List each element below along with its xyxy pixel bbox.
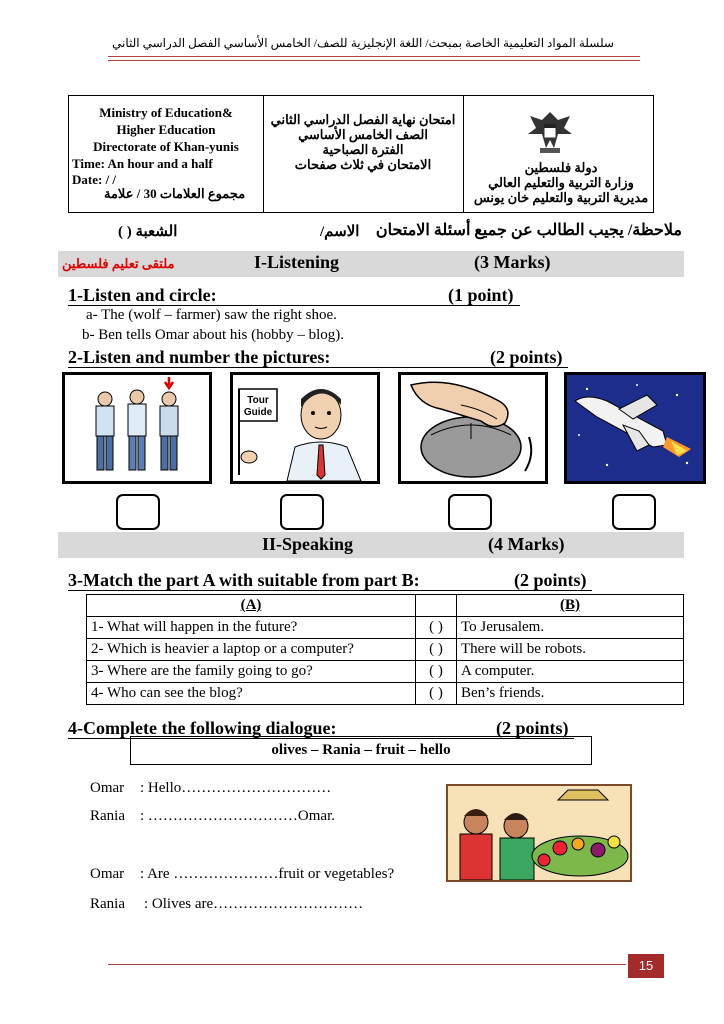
instruction-note: ملاحظة/ يجيب الطالب عن جميع أسئلة الامتحان	[375, 222, 682, 239]
exam-title-line: الفترة الصباحية	[322, 142, 404, 157]
part-a-cell: 1- What will happen in the future?	[87, 617, 416, 639]
q4-title: 4-Complete the following dialogue:	[68, 718, 337, 738]
mouse-illustration	[401, 375, 545, 481]
info-divider	[263, 96, 264, 212]
shuttle-illustration	[567, 375, 703, 481]
part-a-cell: 2- Which is heavier a laptop or a computer?	[87, 639, 416, 661]
dialogue-speaker: Rania	[90, 808, 125, 824]
q2-points: (2 points)	[490, 347, 563, 367]
pointer-arrow-icon	[165, 377, 173, 388]
state-line: مديرية التربية والتعليم خان يونس	[473, 190, 649, 205]
flag-text: Tour	[247, 395, 269, 406]
three-men-picture	[62, 372, 212, 484]
part-a-cell: 3- Where are the family going to go?	[87, 661, 416, 683]
picture-number-box[interactable]	[280, 494, 324, 530]
section-label: الشعبة ( )	[118, 224, 178, 240]
exam-date: Date: / /	[72, 172, 117, 187]
dialogue-line[interactable]: : Hello…………………………	[140, 780, 332, 796]
part-a-cell: 4- Who can see the blog?	[87, 683, 416, 705]
state-line: دولة فلسطين	[524, 160, 598, 175]
dialogue-line[interactable]: : …………………………Omar.	[140, 808, 335, 824]
market-picture	[446, 784, 632, 882]
table-row	[87, 683, 684, 705]
speaking-band	[58, 532, 684, 558]
state-line: وزارة التربية والتعليم العالي	[488, 175, 634, 190]
flag-text: Guide	[243, 407, 273, 418]
table-row	[87, 661, 684, 683]
matching-table	[86, 594, 684, 705]
table-row	[87, 639, 684, 661]
q2-title: 2-Listen and number the pictures:	[68, 347, 331, 367]
picture-number-box[interactable]	[612, 494, 656, 530]
q4-points: (2 points)	[496, 718, 569, 738]
dialogue-line[interactable]: : Are …………………fruit or vegetables?	[140, 866, 395, 882]
header-rule-thin	[108, 60, 640, 61]
exam-title-line: الامتحان في ثلاث صفحات	[294, 157, 432, 172]
computer-mouse-picture	[398, 372, 548, 484]
answer-blank[interactable]: ( )	[416, 661, 457, 683]
blank-header	[416, 595, 457, 617]
exam-title-line: امتحان نهاية الفصل الدراسي الثاني	[270, 112, 456, 127]
info-divider	[463, 96, 464, 212]
word-bank: olives – Rania – fruit – hello	[130, 736, 592, 765]
picture-number-box[interactable]	[448, 494, 492, 530]
ministry-line: Directorate of Khan-yunis	[93, 139, 239, 154]
tour-guide-picture	[230, 372, 380, 484]
exam-time: Time: An hour and a half	[72, 156, 213, 171]
page-number: 15	[628, 954, 664, 978]
tour-guide-illustration	[233, 375, 377, 481]
state-info	[468, 160, 654, 205]
column-a-header: (A)	[87, 595, 416, 617]
ministry-line: Higher Education	[116, 122, 216, 137]
exam-title-line: الصف الخامس الأساسي	[298, 127, 428, 142]
student-name-label: الاسم/	[320, 224, 360, 240]
footer-rule	[108, 964, 626, 965]
man-figure	[96, 392, 114, 470]
answer-blank[interactable]: ( )	[416, 617, 457, 639]
q1-item: b- Ben tells Omar about his (hobby – blog).	[82, 327, 345, 343]
forum-watermark: ملتقى تعليم فلسطين	[62, 256, 175, 271]
q3-points: (2 points)	[514, 570, 587, 590]
man-figure	[160, 392, 178, 470]
table-header-row	[87, 595, 684, 617]
part-b-cell: Ben’s friends.	[457, 683, 684, 705]
table-row	[87, 617, 684, 639]
part-b-cell: There will be robots.	[457, 639, 684, 661]
header-grade: للصف/ الخامس الأساسي الفصل الدراسي الثاني	[112, 36, 348, 50]
header-series: سلسلة المواد التعليمية الخاصة بمبحث/ اللغة الإنجليزية	[350, 36, 614, 50]
space-shuttle-picture	[564, 372, 706, 484]
exam-title	[266, 112, 460, 172]
picture-number-box[interactable]	[116, 494, 160, 530]
listening-title: I-Listening	[254, 252, 340, 272]
man-figure	[128, 390, 146, 470]
q1-title: 1-Listen and circle:	[68, 285, 217, 305]
dialogue-speaker: Rania	[90, 896, 125, 912]
column-b-header: (B)	[457, 595, 684, 617]
dialogue-speaker: Omar	[90, 780, 125, 796]
q3-title: 3-Match the part A with suitable from part B:	[68, 570, 420, 590]
market-illustration	[448, 786, 630, 880]
ministry-line: Ministry of Education&	[99, 105, 233, 120]
listening-marks: (3 Marks)	[474, 252, 551, 272]
dialogue-speaker: Omar	[90, 866, 125, 882]
speaking-title: II-Speaking	[262, 534, 354, 554]
q1-item: a- The (wolf – farmer) saw the right shoe.	[86, 307, 337, 323]
speaking-marks: (4 Marks)	[488, 534, 565, 554]
answer-blank[interactable]: ( )	[416, 683, 457, 705]
three-men-illustration	[65, 375, 209, 481]
part-b-cell: To Jerusalem.	[457, 617, 684, 639]
answer-blank[interactable]: ( )	[416, 639, 457, 661]
total-marks: مجموع العلامات 30 / علامة	[104, 186, 246, 201]
dialogue-line[interactable]: : Olives are…………………………	[144, 896, 364, 912]
ministry-info	[72, 104, 260, 172]
header-rule	[108, 56, 640, 57]
part-b-cell: A computer.	[457, 661, 684, 683]
q1-points: (1 point)	[448, 285, 514, 305]
palestine-emblem-icon	[520, 106, 580, 156]
